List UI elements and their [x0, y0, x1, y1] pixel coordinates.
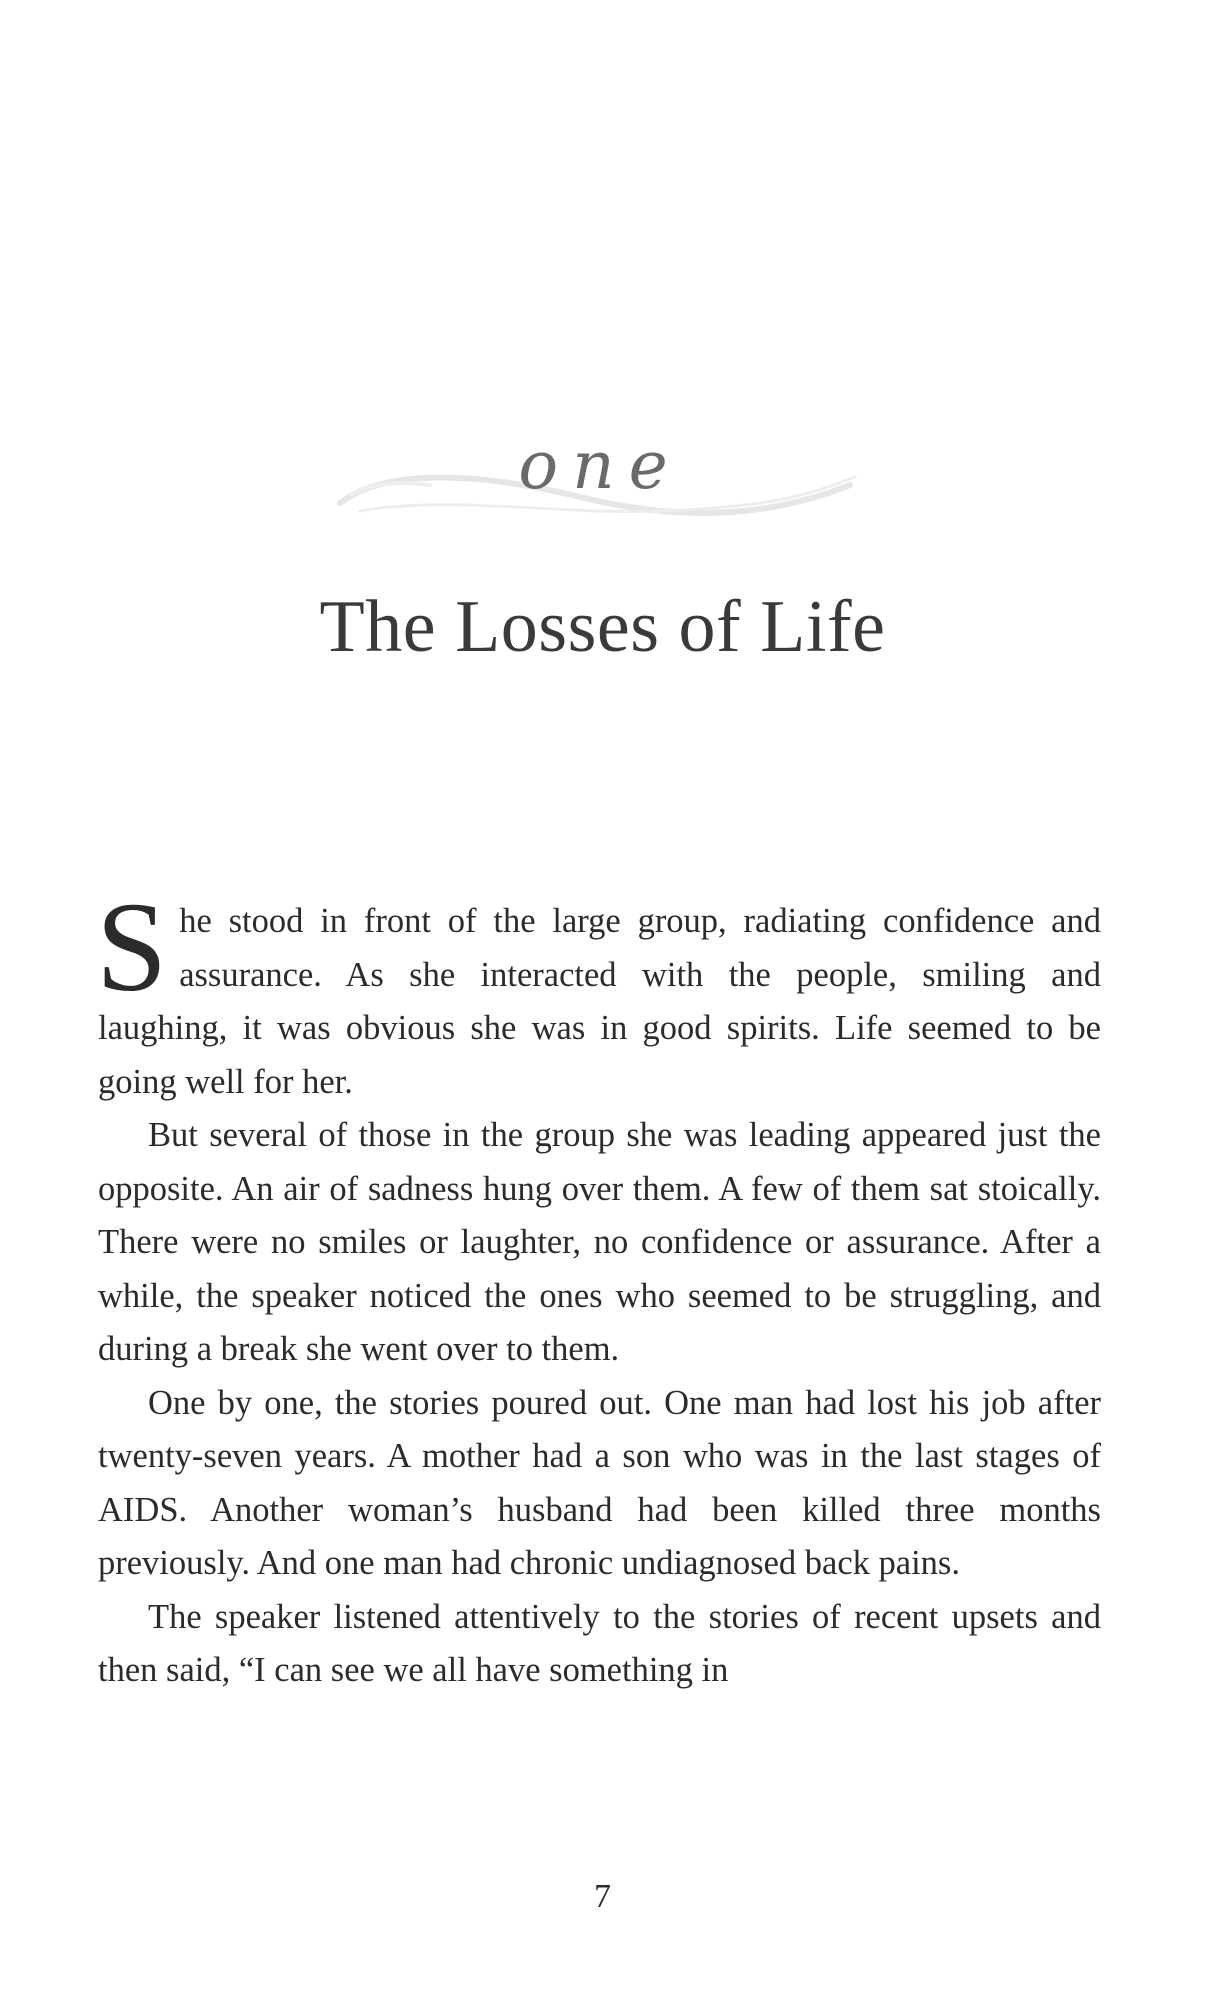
chapter-heading-ornament [330, 425, 870, 535]
chapter-body [96, 876, 1101, 1698]
paragraph [96, 876, 1101, 1109]
chapter-title: The Losses of Life [319, 586, 886, 668]
page-number: 7 [594, 1878, 611, 1915]
paragraph-text: he stood in front of the large group, radiating confidence and assurance. As she interacted with the people, smiling and laughing, it was obvious she was in good spirits. Life seemed to be going well for her. [98, 902, 1101, 1101]
drop-cap: S [96, 876, 168, 1018]
paragraph: The speaker listened attentively to the stories of recent upsets and then said, “I can see we all have something in [98, 1597, 1101, 1689]
paragraph: One by one, the stories poured out. One man had lost his job after twenty-seven years. A mother had a son who was in the last stages of AIDS. Another woman’s husband had been killed three months previously. And one man had chronic undiagnosed back pains. [98, 1383, 1101, 1582]
paragraph: But several of those in the group she was leading appeared just the opposite. An air of sadness hung over them. A few of them sat stoically. There were no smiles or laughter, no confidence or assurance. After a while, the speaker noticed the ones who seemed to be struggling, and during a break she went over to them. [98, 1116, 1101, 1368]
chapter-number: one [518, 427, 682, 504]
